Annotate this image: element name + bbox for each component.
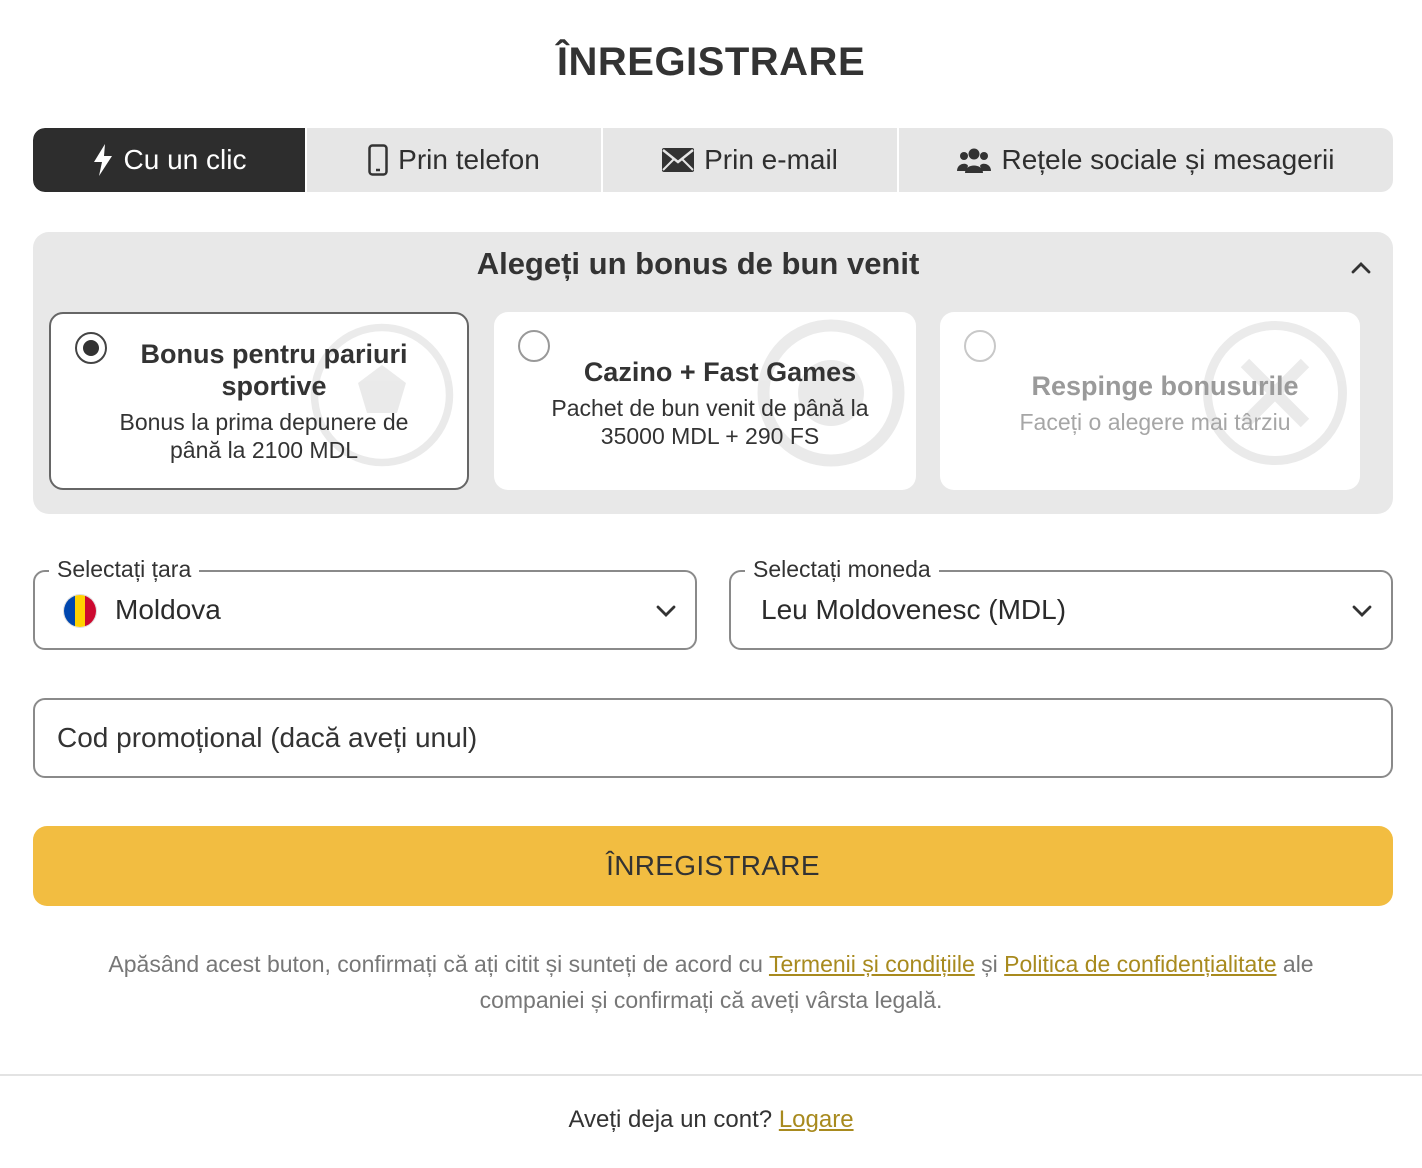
users-icon: [957, 147, 991, 173]
bonus-card-description: Pachet de bun venit de până la 35000 MDL + 290 FS: [551, 395, 869, 449]
bonus-card-title: Bonus pentru pariuri sportive: [140, 339, 408, 401]
moldova-flag-icon: [63, 594, 97, 628]
legal-prefix: Apăsând acest buton, confirmați că ați citit și sunteți de acord cu: [108, 951, 763, 977]
chevron-down-icon: [653, 598, 679, 624]
tab-phone[interactable]: [307, 128, 603, 192]
chevron-up-icon[interactable]: [1349, 256, 1373, 280]
bonus-card-description: Faceți o alegere mai târziu: [1019, 409, 1291, 435]
bonus-radio[interactable]: [964, 330, 996, 362]
bonus-radio[interactable]: [518, 330, 550, 362]
promo-code-input[interactable]: [33, 698, 1393, 778]
legal-notice: [60, 946, 1362, 1018]
registration-method-tabs: [33, 128, 1393, 192]
register-button[interactable]: ÎNREGISTRARE: [33, 826, 1393, 906]
login-text: Aveți deja un cont?: [568, 1106, 773, 1133]
tab-label: Cu un clic: [123, 144, 247, 175]
bonus-card-description: Bonus la prima depunere de până la 2100 MDL: [119, 409, 409, 463]
terms-link[interactable]: Termenii și condițiile: [768, 951, 975, 977]
currency-value: Leu Moldovenesc (MDL): [761, 594, 1067, 625]
login-link[interactable]: Logare: [778, 1106, 854, 1133]
chevron-down-icon: [1349, 598, 1375, 624]
legal-and: și: [981, 951, 998, 977]
page-title: ÎNREGISTRARE: [556, 40, 866, 84]
tab-social[interactable]: [899, 128, 1393, 192]
legal-suffix: ale companiei și confirmați că aveți vârsta legală.: [479, 951, 1314, 1013]
bonus-panel-title: Alegeți un bonus de bun venit: [476, 246, 920, 281]
tab-email[interactable]: [603, 128, 899, 192]
divider: [0, 1074, 1422, 1076]
phone-icon: [368, 144, 388, 176]
tab-label: Prin telefon: [398, 144, 540, 175]
bonus-card-title: Respinge bonusurile: [1031, 371, 1299, 401]
tab-label: Rețele sociale și mesagerii: [1001, 144, 1335, 175]
bonus-card-decline[interactable]: [940, 312, 1360, 490]
bonus-card-sports[interactable]: [49, 312, 469, 490]
currency-label: Selectați moneda: [745, 556, 939, 583]
tab-label: Prin e-mail: [704, 144, 838, 175]
bonus-radio[interactable]: [75, 332, 107, 364]
country-value: Moldova: [115, 594, 221, 625]
lightning-icon: [92, 144, 114, 176]
login-prompt: [0, 1106, 1422, 1134]
tab-one-click[interactable]: [33, 128, 307, 192]
bonus-card-title: Cazino + Fast Games: [583, 357, 857, 387]
envelope-icon: [662, 148, 694, 172]
bonus-card-casino[interactable]: [494, 312, 916, 490]
privacy-link[interactable]: Politica de confidențialitate: [1004, 951, 1277, 977]
country-select[interactable]: [33, 556, 697, 650]
promo-code-placeholder: Cod promoțional (dacă aveți unul): [57, 722, 478, 753]
currency-select[interactable]: [729, 556, 1393, 650]
country-label: Selectați țara: [49, 556, 199, 583]
welcome-bonus-panel: [33, 232, 1393, 514]
